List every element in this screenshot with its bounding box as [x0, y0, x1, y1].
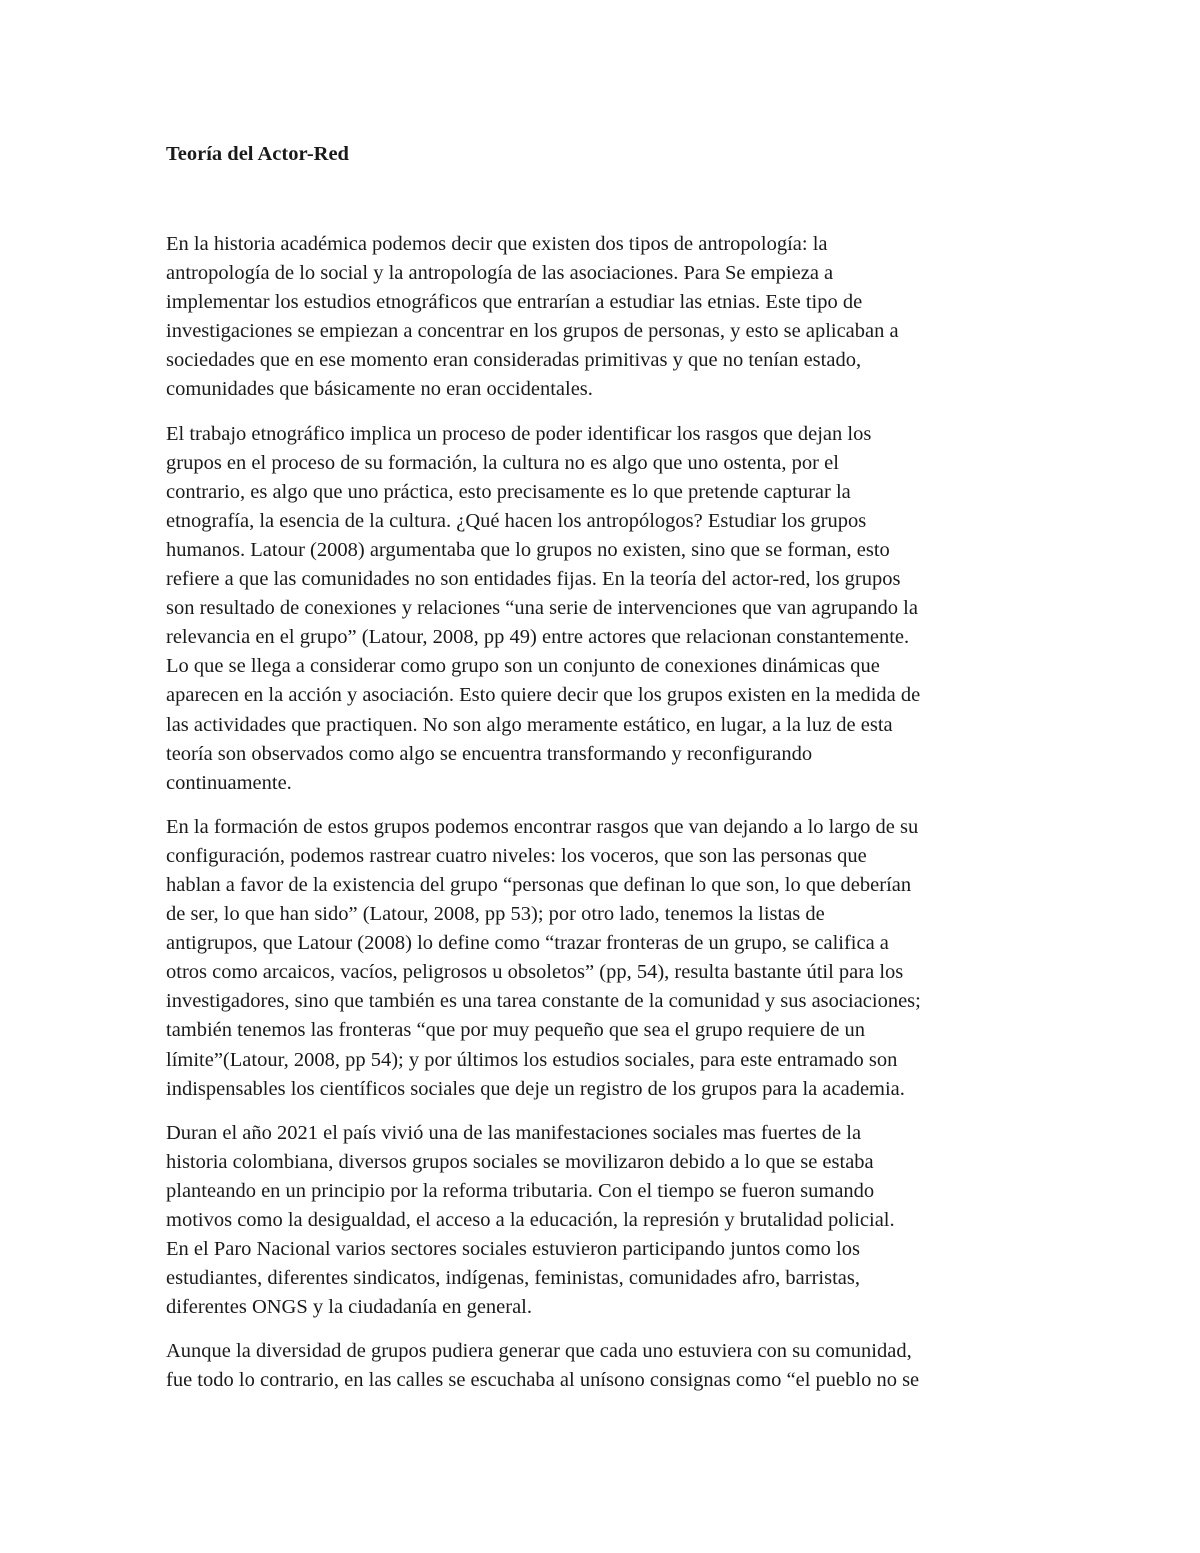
- paragraph-line: de ser, lo que han sido” (Latour, 2008, pp 53); por otro lado, tenemos la listas de: [166, 903, 825, 926]
- paragraph-line: teoría son observados como algo se encuentra transformando y reconfigurando: [166, 742, 813, 765]
- paragraph-line: comunidades que básicamente no eran occidentales.: [166, 378, 593, 401]
- body-paragraph: [166, 1119, 1038, 1323]
- document-body: [166, 140, 1038, 1411]
- paragraph-line: El trabajo etnográfico implica un proceso de poder identificar los rasgos que dejan los: [166, 422, 872, 445]
- body-paragraph: [166, 230, 1038, 405]
- paragraph-line: Aunque la diversidad de grupos pudiera generar que cada uno estuviera con su comunidad,: [166, 1340, 912, 1363]
- paragraph-line: otros como arcaicos, vacíos, peligrosos u obsoletos” (pp, 54), resulta bastante útil para los: [166, 961, 904, 984]
- paragraph-line: grupos en el proceso de su formación, la cultura no es algo que uno ostenta, por el: [166, 451, 839, 474]
- paragraph-line: sociedades que en ese momento eran consideradas primitivas y que no tenían estado,: [166, 349, 862, 372]
- paragraph-line: límite”(Latour, 2008, pp 54); y por últimos los estudios sociales, para este entramado son: [166, 1048, 898, 1071]
- paragraph-line: motivos como la desigualdad, el acceso a la educación, la represión y brutalidad policial.: [166, 1209, 895, 1231]
- paragraph-line: etnografía, la esencia de la cultura. ¿Qué hacen los antropólogos? Estudiar los grupos: [166, 509, 867, 532]
- paragraph-line: historia colombiana, diversos grupos sociales se movilizaron debido a lo que se estaba: [166, 1150, 874, 1173]
- paragraph-line: antigrupos, que Latour (2008) lo define como “trazar fronteras de un grupo, se califica a: [166, 932, 889, 955]
- paragraph-line: estudiantes, diferentes sindicatos, indígenas, feministas, comunidades afro, barristas,: [166, 1267, 860, 1290]
- paragraph-line: refiere a que las comunidades no son entidades fijas. En la teoría del actor-red, los grupos: [166, 568, 901, 591]
- paragraph-line: En la historia académica podemos decir que existen dos tipos de antropología: la: [166, 233, 828, 255]
- paragraph-line: también tenemos las fronteras “que por muy pequeño que sea el grupo requiere de un: [166, 1019, 866, 1042]
- paragraph-line: En la formación de estos grupos podemos encontrar rasgos que van dejando a lo largo de su: [166, 815, 919, 838]
- paragraph-line: relevancia en el grupo” (Latour, 2008, pp 49) entre actores que relacionan constantemente.: [166, 626, 910, 649]
- paragraph-line: configuración, podemos rastrear cuatro niveles: los voceros, que son las personas que: [166, 844, 867, 867]
- paragraph-line: son resultado de conexiones y relaciones “una serie de intervenciones que van agrupando la: [166, 597, 918, 620]
- paragraph-line: hablan a favor de la existencia del grupo “personas que definan lo que son, lo que deberían: [166, 873, 912, 896]
- paragraph-line: Lo que se llega a considerar como grupo son un conjunto de conexiones dinámicas que: [166, 655, 880, 678]
- paragraph-line: fue todo lo contrario, en las calles se escuchaba al unísono consignas como “el pueblo no se: [166, 1369, 920, 1392]
- paragraph-line: las actividades que practiquen. No son algo meramente estático, en lugar, a la luz de esta: [166, 713, 893, 736]
- body-paragraph: [166, 420, 1038, 798]
- paragraph-line: En el Paro Nacional varios sectores sociales estuvieron participando juntos como los: [166, 1238, 860, 1261]
- paragraph-line: planteando en un principio por la reforma tributaria. Con el tiempo se fueron sumando: [166, 1179, 875, 1202]
- paragraph-line: investigadores, sino que también es una tarea constante de la comunidad y sus asociaciones;: [166, 990, 921, 1013]
- paragraph-line: implementar los estudios etnográficos que entrarían a estudiar las etnias. Este tipo de: [166, 291, 863, 314]
- paragraph-line: antropología de lo social y la antropología de las asociaciones. Para Se empieza a: [166, 262, 834, 285]
- document-title: Teoría del Actor-Red: [166, 143, 349, 165]
- paragraph-line: humanos. Latour (2008) argumentaba que lo grupos no existen, sino que se forman, esto: [166, 538, 890, 561]
- paragraph-line: diferentes ONGS y la ciudadanía en general.: [166, 1296, 533, 1319]
- paragraph-line: indispensables los científicos sociales que deje un registro de los grupos para la academia.: [166, 1077, 905, 1100]
- paragraph-line: Duran el año 2021 el país vivió una de las manifestaciones sociales mas fuertes de la: [166, 1121, 862, 1144]
- paragraph-line: contrario, es algo que uno práctica, esto precisamente es lo que pretende capturar la: [166, 480, 851, 503]
- paragraph-line: continuamente.: [166, 771, 292, 794]
- paragraph-line: investigaciones se empiezan a concentrar en los grupos de personas, y esto se aplicaban a: [166, 320, 899, 343]
- paragraph-container: [166, 230, 1038, 1396]
- body-paragraph: [166, 813, 1038, 1104]
- body-paragraph: [166, 1337, 1038, 1395]
- paragraph-line: aparecen en la acción y asociación. Esto quiere decir que los grupos existen en la medida de: [166, 684, 921, 707]
